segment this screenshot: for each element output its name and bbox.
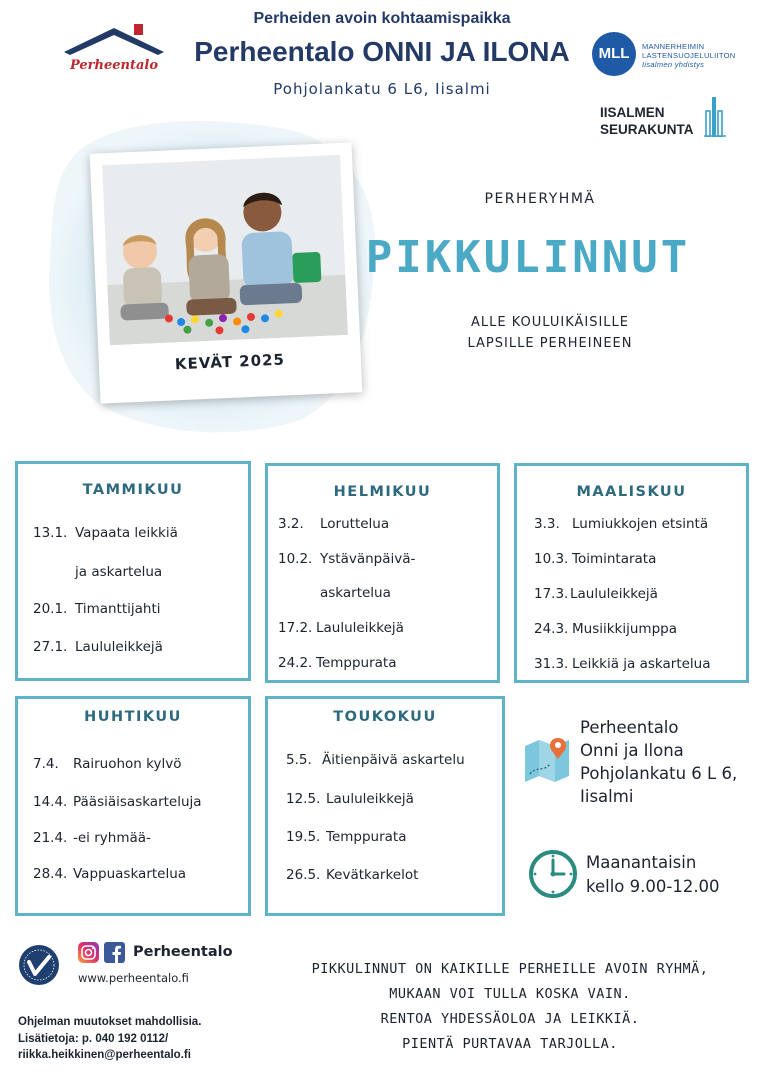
seurakunta-logo-text: [600, 104, 710, 138]
entry-text: Laululeikkejä: [75, 639, 163, 655]
entry-date: 20.1.: [33, 601, 68, 617]
month-box-tammikuu: [15, 461, 251, 681]
audience-text: [400, 312, 700, 354]
month-box-maaliskuu: [514, 463, 749, 683]
children-playing-photo: [102, 155, 348, 345]
schedule-entry: [534, 586, 658, 602]
entry-date: 10.2.: [278, 551, 313, 567]
entry-date: 31.3.: [534, 656, 569, 672]
social-account-name[interactable]: Perheentalo: [133, 944, 233, 960]
facebook-icon[interactable]: [104, 942, 125, 963]
schedule-entry: [286, 867, 418, 883]
entry-text: Laululeikkejä: [570, 586, 658, 602]
schedule-entry: [278, 585, 391, 601]
note-line: Lisätietoja: p. 040 192 0112/: [18, 1032, 169, 1045]
entry-text: Laululeikkejä: [316, 620, 404, 636]
entry-date: 21.4.: [33, 830, 68, 846]
entry-date: 26.5.: [286, 867, 321, 883]
entry-text: Vapaata leikkiä: [75, 525, 178, 541]
entry-text: Pääsiäisaskarteluja: [73, 794, 202, 810]
entry-date: 19.5.: [286, 829, 321, 845]
page-title: Perheentalo ONNI JA ILONA: [194, 36, 570, 67]
entry-date: 7.4.: [33, 756, 59, 772]
entry-date: 14.4.: [33, 794, 68, 810]
group-label: PERHERYHMÄ: [484, 191, 596, 207]
entry-date: 3.2.: [278, 516, 304, 532]
entry-text: Temppurata: [326, 829, 407, 845]
location-line: Pohjolankatu 6 L 6,: [580, 764, 738, 783]
clock-icon: [528, 849, 578, 899]
group-name: PIKKULINNUT: [365, 232, 691, 283]
schedule-entry: [278, 516, 389, 532]
note-line: Ohjelman muutokset mahdollisia.: [18, 1016, 202, 1028]
tagline: Perheiden avoin kohtaamispaikka: [253, 10, 511, 27]
schedule-entry: [534, 551, 656, 567]
schedule-entry: [286, 752, 465, 768]
schedule-entry: [33, 601, 161, 617]
schedule-entry: [534, 656, 711, 672]
description-line: MUKAAN VOI TULLA KOSKA VAIN.: [389, 986, 631, 1002]
month-title: MAALISKUU: [576, 484, 687, 500]
month-title: HELMIKUU: [333, 484, 432, 500]
month-title: HUHTIKUU: [84, 709, 182, 725]
entry-text: Musiikkijumppa: [572, 621, 677, 637]
seurakunta-line: SEURAKUNTA: [600, 122, 694, 137]
schedule-entry: [33, 639, 163, 655]
note-line: riikka.heikkinen@perheentalo.fi: [18, 1049, 191, 1061]
entry-text: ja askartelua: [75, 564, 163, 580]
entry-text: -ei ryhmää-: [73, 830, 151, 846]
entry-text: Rairuohon kylvö: [73, 756, 182, 772]
audience-line: LAPSILLE PERHEINEEN: [467, 336, 633, 351]
church-tower-icon: [704, 97, 726, 137]
schedule-entry: [286, 829, 407, 845]
map-pin-icon: [522, 734, 572, 784]
month-box-toukokuu: [265, 696, 505, 916]
mll-organization-name: [642, 42, 752, 69]
entry-text: Ystävänpäivä-: [320, 551, 416, 567]
month-box-helmikuu: [265, 463, 500, 683]
entry-text: Vappuaskartelua: [73, 866, 187, 882]
entry-date: 24.3.: [534, 621, 569, 637]
entry-text: Lumiukkojen etsintä: [572, 516, 709, 532]
schedule-entry: [33, 794, 202, 810]
mll-line: LASTENSUOJELULIITON: [642, 51, 736, 60]
entry-text: Äitienpäivä askartelu: [322, 752, 465, 768]
mll-line: Iisalmen yhdistys: [642, 60, 705, 69]
schedule-entry: [534, 621, 677, 637]
seurakunta-line: IISALMEN: [600, 105, 665, 120]
schedule-entry: [278, 620, 404, 636]
website-link[interactable]: www.perheentalo.fi: [78, 971, 189, 985]
entry-text: Laululeikkejä: [326, 791, 414, 807]
description-line: PIKKULINNUT ON KAIKILLE PERHEILLE AVOIN RYHMÄ,: [311, 961, 709, 977]
schedule-entry: [278, 551, 415, 567]
entry-text: Leikkiä ja askartelua: [572, 656, 711, 672]
description-line: PIENTÄ PURTAVAA TARJOLLA.: [402, 1036, 618, 1052]
contact-notes: [18, 1014, 278, 1064]
entry-text: Loruttelua: [320, 516, 390, 532]
description-line: RENTOA YHDESSÄOLOA JA LEIKKIÄ.: [380, 1011, 640, 1027]
logo-text: Perheentalo: [69, 58, 159, 73]
schedule-entry: [278, 655, 397, 671]
schedule-entry: [33, 525, 178, 541]
entry-text: Temppurata: [316, 655, 397, 671]
time-line: Maanantaisin: [586, 853, 697, 872]
entry-date: 27.1.: [33, 639, 68, 655]
schedule-entry: [33, 756, 181, 772]
entry-text: Kevätkarkelot: [326, 867, 419, 883]
month-title: TAMMIKUU: [82, 482, 184, 498]
entry-date: 13.1.: [33, 525, 68, 541]
schedule-entry: [534, 516, 708, 532]
entry-date: 5.5.: [286, 752, 312, 768]
location-line: Onni ja Ilona: [580, 741, 684, 760]
group-description: [280, 957, 740, 1057]
location-line: Perheentalo: [580, 718, 679, 737]
schedule-entry: [33, 830, 151, 846]
entry-date: 17.3.: [534, 586, 569, 602]
schedule-entry: [33, 564, 162, 580]
instagram-icon[interactable]: [78, 942, 99, 963]
schedule-entry: [33, 866, 186, 882]
mll-logo-icon: MLL: [592, 32, 636, 76]
opening-time: [586, 851, 756, 899]
month-box-huhtikuu: [15, 696, 251, 916]
entry-date: 17.2.: [278, 620, 313, 636]
header-address: Pohjolankatu 6 L6, Iisalmi: [273, 80, 491, 98]
time-line: kello 9.00-12.00: [586, 877, 720, 896]
entry-text: Toimintarata: [572, 551, 657, 567]
location-text: [580, 716, 760, 808]
audience-line: ALLE KOULUIKÄISILLE: [470, 315, 630, 330]
certificate-badge-icon: [18, 944, 60, 986]
entry-date: 3.3.: [534, 516, 560, 532]
entry-text: askartelua: [320, 585, 391, 601]
schedule-entry: [286, 791, 414, 807]
entry-date: 10.3.: [534, 551, 569, 567]
mll-line: MANNERHEIMIN: [642, 42, 705, 51]
photo-caption: KEVÄT 2025: [174, 350, 286, 374]
entry-date: 24.2.: [278, 655, 313, 671]
location-line: Iisalmi: [580, 787, 634, 806]
entry-text: Timanttijahti: [75, 601, 161, 617]
entry-date: 28.4.: [33, 866, 68, 882]
photo-polaroid: [90, 142, 363, 403]
month-title: TOUKOKUU: [333, 709, 437, 725]
entry-date: 12.5.: [286, 791, 321, 807]
photo-illustration: [102, 155, 348, 345]
